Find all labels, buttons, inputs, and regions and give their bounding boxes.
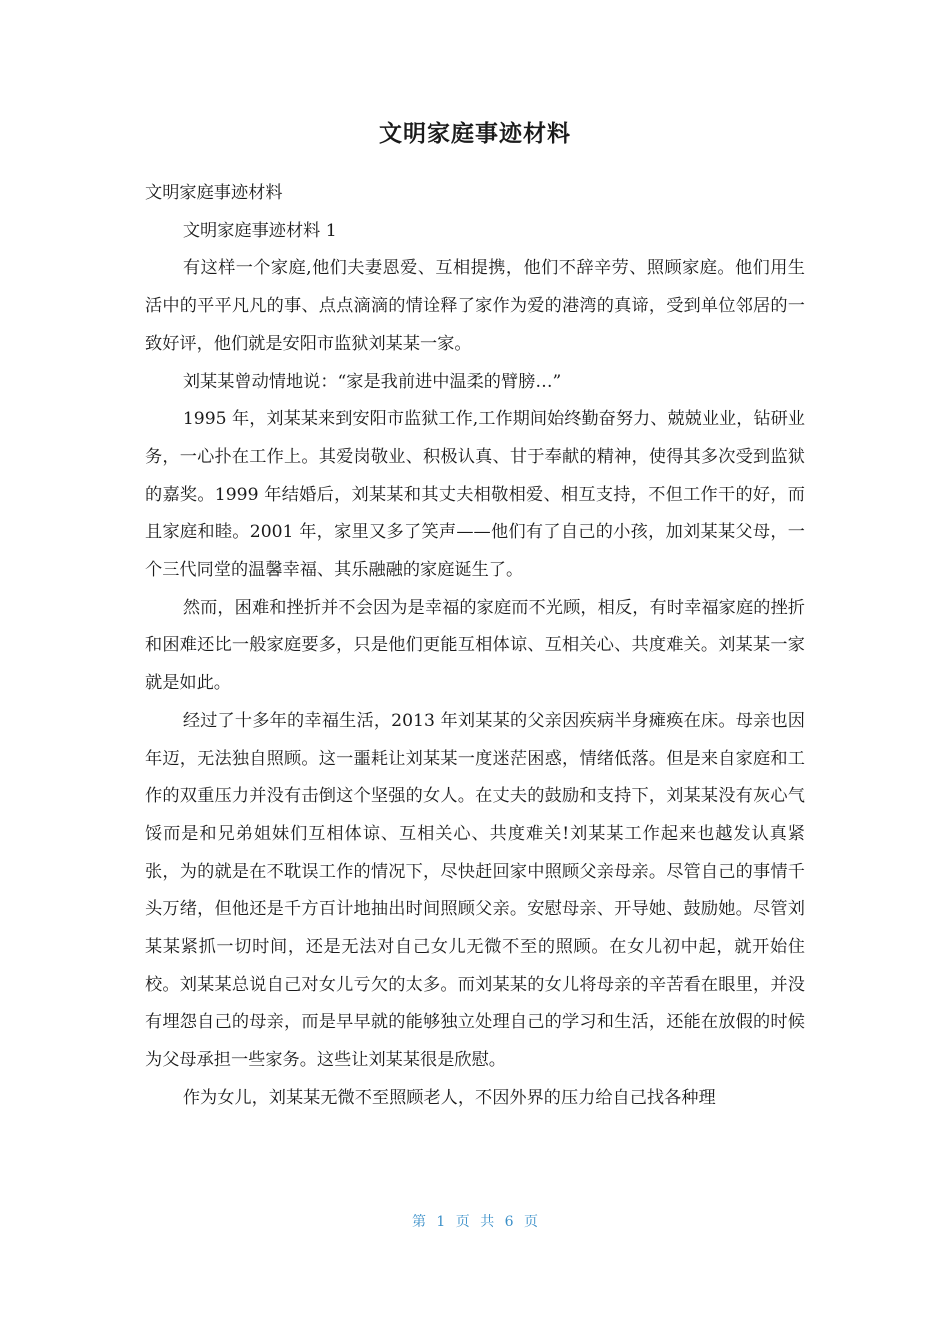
body-paragraph: 作为女儿，刘某某无微不至照顾老人，不因外界的压力给自己找各种理 (182, 1087, 716, 1108)
page-number-footer: 第 1 页 共 6 页 (411, 1214, 539, 1230)
document-body (145, 175, 805, 1118)
body-paragraph: 经过了十多年的幸福生活，2013 年刘某某的父亲因疾病半身瘫痪在床。母亲也因年迈，无法独自照顾。这一噩耗让刘某某一度迷茫困惑，情绪低落。但是来自家庭和工作的双重压力并没有击倒这个坚强的女人。在丈夫的鼓励和支持下，刘某某没有灰心气馁而是和兄弟姐妹们互相体谅、互相关心、共度难关!刘某某工作起来也越发认真紧张，为的就是在不耽误工作的情况下，尽快赶回家中照顾父亲母亲。尽管自己的事情千头万绪，但他还是千方百计地抽出时间照顾父亲。安慰母亲、开导她、鼓励她。尽管刘某某紧抓一切时间，还是无法对自己女儿无微不至的照顾。在女儿初中起，就开始住校。刘某某总说自己对女儿亏欠的太多。而刘某某的女儿将母亲的辛苦看在眼里，并没有埋怨自己的母亲，而是早早就的能够独立处理自己的学习和生活，还能在放假的时候为父母承担一些家务。这些让刘某某很是欣慰。 (145, 710, 805, 1071)
body-paragraph: 文明家庭事迹材料 1 (182, 220, 337, 241)
body-paragraph: 有这样一个家庭,他们夫妻恩爱、互相提携，他们不辞辛劳、照顾家庭。他们用生活中的平平凡凡的事、点点滴滴的情诠释了家作为爱的港湾的真谛，受到单位邻居的一致好评，他们就是安阳市监狱刘某某一家。 (145, 258, 805, 354)
body-paragraph: 然而，困难和挫折并不会因为是幸福的家庭而不光顾，相反，有时幸福家庭的挫折和困难还比一般家庭要多，只是他们更能互相体谅、互相关心、共度难关。刘某某一家就是如此。 (145, 597, 805, 694)
body-paragraph: 文明家庭事迹材料 (145, 183, 283, 203)
body-paragraph: 刘某某曾动情地说：“家是我前进中温柔的臂膀…” (182, 371, 562, 392)
body-paragraph: 1995 年，刘某某来到安阳市监狱工作,工作期间始终勤奋努力、兢兢业业，钻研业务，一心扑在工作上。其爱岗敬业、积极认真、甘于奉献的精神，使得其多次受到监狱的嘉奖。1999 年结婚后，刘某某和其丈夫相敬相爱、相互支持，不但工作干的好，而且家庭和睦。2001 年，家里又多了笑声——他们有了自己的小孩，加刘某某父母，一个三代同堂的温馨幸福、其乐融融的家庭诞生了。 (145, 409, 805, 581)
document-title: 文明家庭事迹材料 (379, 121, 571, 147)
